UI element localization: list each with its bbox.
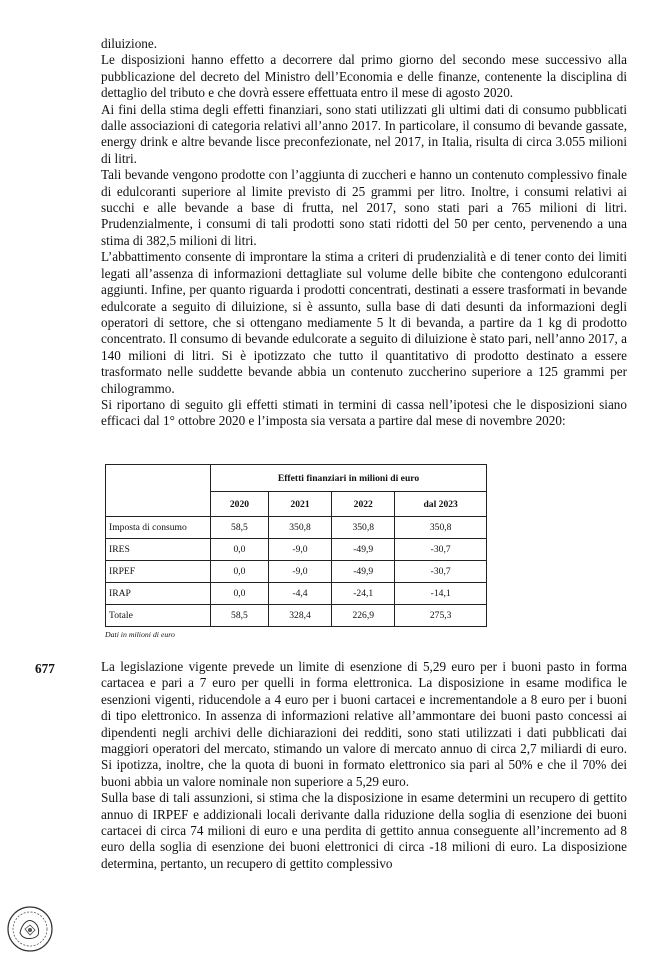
paragraph: Le disposizioni hanno effetto a decorrere dal primo giorno del secondo mese successivo alla pubblicazione del decreto del Ministro dell’Economia e delle finanze, contenente la disciplina di dettaglio del tributo e che dovrà essere effettuata entro il mese di agosto 2020. bbox=[101, 52, 627, 101]
row-label: Totale bbox=[106, 605, 211, 627]
table-row bbox=[106, 561, 487, 583]
cell-value: 0,0 bbox=[211, 583, 269, 605]
table-row-total bbox=[106, 605, 487, 627]
cell-value: 350,8 bbox=[332, 517, 395, 539]
row-label: Imposta di consumo bbox=[106, 517, 211, 539]
section-number: 677 bbox=[35, 661, 55, 676]
row-label: IRES bbox=[106, 539, 211, 561]
year-header: 2021 bbox=[268, 492, 331, 517]
row-label: IRAP bbox=[106, 583, 211, 605]
cell-value: 0,0 bbox=[211, 539, 269, 561]
paragraph: La legislazione vigente prevede un limite di esenzione di 5,29 euro per i buoni pasto in forma cartacea e pari a 7 euro per quelli in forma elettronica. La disposizione in esame modifica le esenzioni vigenti, riducendole a 4 euro per i buoni cartacei e incrementandole a 8 euro per i buoni di tipo elettronico. In assenza di informazioni relative all’ammontare dei buoni pasto concessi ai dipendenti negli archivi delle dichiarazioni dei redditi, sono stati utilizzati i dati pubblicati dai maggiori operatori del mercato, stimando un valore di mercato annuo di circa 2,7 miliardi di euro. Si ipotizza, inoltre, che la quota di buoni in formato elettronico sia pari al 50% e che il 70% dei buoni abbia un valore nominale non superiore a 5,29 euro. bbox=[101, 659, 627, 789]
cell-value: 58,5 bbox=[211, 517, 269, 539]
cell-value: 350,8 bbox=[268, 517, 331, 539]
cell-value: -9,0 bbox=[268, 561, 331, 583]
paragraph: diluizione. bbox=[101, 36, 158, 51]
cell-value: 0,0 bbox=[211, 561, 269, 583]
cell-value: -14,1 bbox=[395, 583, 487, 605]
table-row bbox=[106, 539, 487, 561]
top-text-block bbox=[101, 36, 627, 430]
cell-value: 58,5 bbox=[211, 605, 269, 627]
table-caption: Dati in milioni di euro bbox=[105, 630, 175, 639]
row-label: IRPEF bbox=[106, 561, 211, 583]
table-row bbox=[106, 517, 487, 539]
cell-value: -49,9 bbox=[332, 539, 395, 561]
table-row bbox=[106, 583, 487, 605]
paragraph: Ai fini della stima degli effetti finanziari, sono stati utilizzati gli ultimi dati di consumo pubblicati dalle associazioni di categoria relativi all’anno 2017. In particolare, il consumo di bevande gassate, energy drink e altre bevande lisce preconfezionate, nel 2017, in Italia, risulta di circa 3.055 milioni di litri. bbox=[101, 101, 627, 166]
financial-effects-table bbox=[105, 464, 487, 627]
cell-value: -30,7 bbox=[395, 561, 487, 583]
paragraph: Tali bevande vengono prodotte con l’aggiunta di zuccheri e hanno un contenuto complessivo finale di edulcoranti superiore al limite previsto di 25 grammi per litro. Inoltre, i consumi relativi ai succhi e alle bevande a base di frutta, nel 2017, sono stati pari a 765 milioni di litri. Prudenzialmente, i consumi di tali prodotti sono stati ridotti del 50 per cento, pervenendo a una stima di 382,5 milioni di litri. bbox=[101, 167, 627, 248]
cell-value: 275,3 bbox=[395, 605, 487, 627]
year-header: dal 2023 bbox=[395, 492, 487, 517]
official-seal-icon bbox=[6, 905, 54, 953]
cell-value: -4,4 bbox=[268, 583, 331, 605]
cell-value: -30,7 bbox=[395, 539, 487, 561]
cell-value: -24,1 bbox=[332, 583, 395, 605]
paragraph: L’abbattimento consente di improntare la stima a criteri di prudenzialità e di tener conto dei limiti legati all’assenza di informazioni dettagliate sul volume delle bibite che contengono edulcoranti aggiunti. Infine, per quanto riguarda i prodotti concentrati, destinati a essere trasformati in bevande edulcorate a seguito di diluizione, si è assunto, sulla base di dati desunti da informazioni degli operatori di settore, che si ottengano mediamente 5 lt di bevanda, a partire da 1 kg di prodotto concentrato. Il consumo di bevande edulcorate a seguito di diluizione è stato pari, nell’anno 2017, a 140 milioni di litri. Si è ipotizzato che tutto il quantitativo di prodotto destinato a essere trasformato nelle suddette bevande abbia un contenuto zuccherino superiore a 125 grammi per chilogrammo. bbox=[101, 249, 627, 396]
cell-value: 328,4 bbox=[268, 605, 331, 627]
year-header: 2020 bbox=[211, 492, 269, 517]
year-header: 2022 bbox=[332, 492, 395, 517]
bottom-text-block bbox=[101, 659, 627, 872]
cell-value: 226,9 bbox=[332, 605, 395, 627]
paragraph: Sulla base di tali assunzioni, si stima che la disposizione in esame determini un recupero di gettito annuo di IRPEF e addizionali locali derivante dalla riduzione della soglia di esenzione dei buoni cartacei di circa 74 milioni di euro e una perdita di gettito annua conseguente all’incremento ad 8 euro della soglia di esenzione dei buoni elettronici di circa -18 milioni di euro. La disposizione determina, pertanto, un recupero di gettito complessivo bbox=[101, 790, 627, 871]
cell-value: -9,0 bbox=[268, 539, 331, 561]
table-title: Effetti finanziari in milioni di euro bbox=[211, 465, 487, 492]
cell-value: 350,8 bbox=[395, 517, 487, 539]
paragraph: Si riportano di seguito gli effetti stimati in termini di cassa nell’ipotesi che le disposizioni siano efficaci dal 1° ottobre 2020 e l’imposta sia versata a partire dal mese di novembre 2020: bbox=[101, 396, 627, 429]
cell-value: -49,9 bbox=[332, 561, 395, 583]
